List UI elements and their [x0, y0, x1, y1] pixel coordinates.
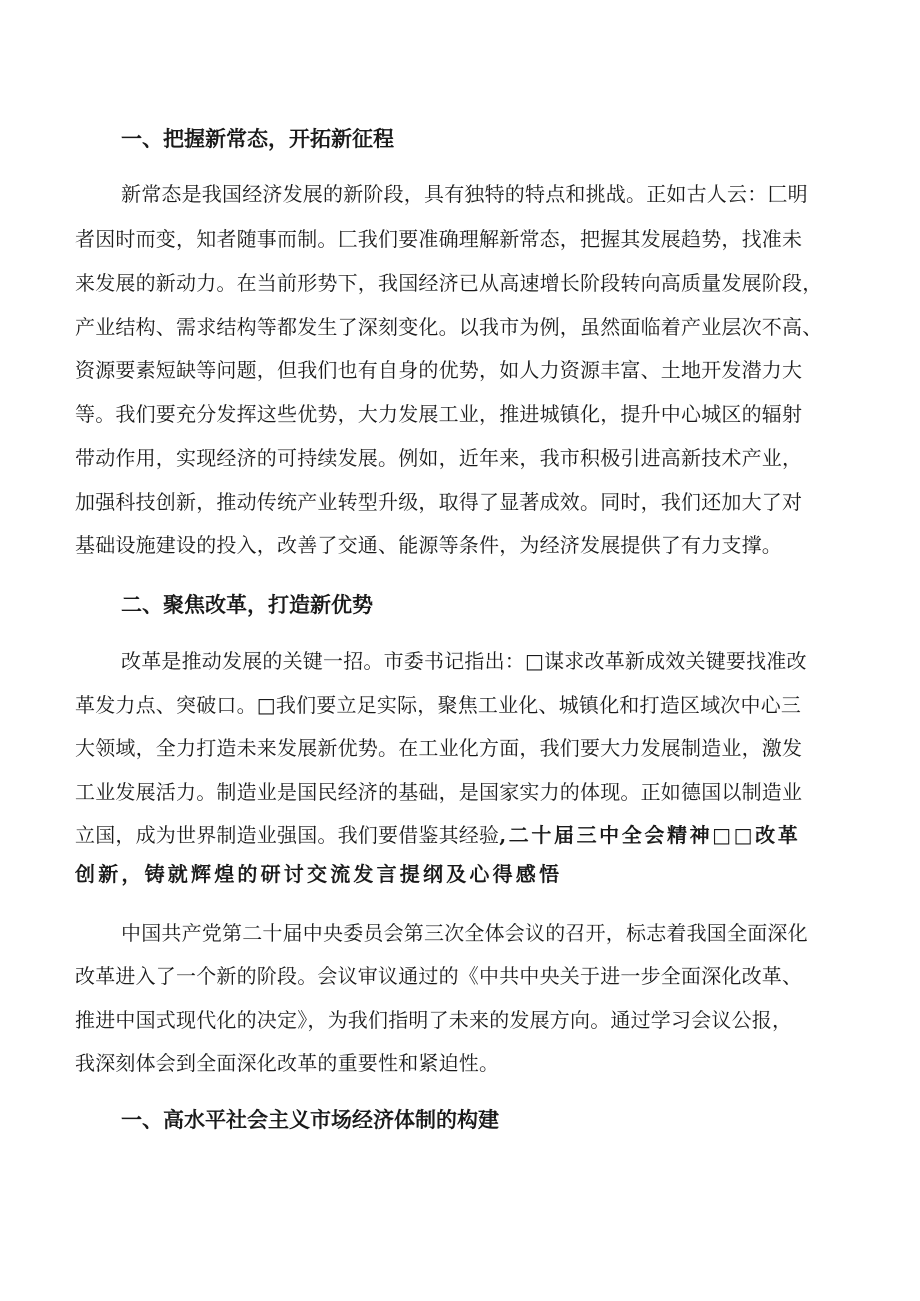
paragraph-line: 加强科技创新，推动传统产业转型升级，取得了显著成效。同时，我们还加大了对 — [75, 490, 803, 514]
title-line: 创新，铸就辉煌的研讨交流发言提纲及心得感悟 — [75, 862, 563, 886]
paragraph-line: 者因时而变，知者随事而制。匚我们要准确理解新常态，把握其发展趋势，找准未 — [75, 227, 803, 251]
paragraph-line: 新常态是我国经济发展的新阶段，具有独特的特点和挑战。正如古人云：匚明 — [121, 182, 808, 206]
paragraph-line: 我深刻体会到全面深化改革的重要性和紧迫性。 — [75, 1051, 500, 1075]
paragraph-line: 工业发展活力。制造业是国民经济的基础，是国家实力的体现。正如德国以制造业 — [75, 780, 803, 804]
section-heading-3: 一、高水平社会主义市场经济体制的构建 — [121, 1108, 499, 1132]
section-heading-2: 二、聚焦改革，打造新优势 — [121, 593, 373, 617]
paragraph-line: 革发力点、突破口。□我们要立足实际，聚焦工业化、城镇化和打造区域次中心三 — [75, 693, 802, 717]
section-heading-1: 一、把握新常态，开拓新征程 — [121, 127, 394, 151]
title-fragment: ,二十届三中全会精神□□改革 — [499, 823, 801, 847]
paragraph-line: 改革进入了一个新的阶段。会议审议通过的《中共中央关于进一步全面深化改革、 — [75, 964, 803, 988]
paragraph-line: 中国共产党第二十届中央委员会第三次全体会议的召开，标志着我国全面深化 — [121, 921, 808, 945]
paragraph-line: 资源要素短缺等问题，但我们也有自身的优势，如人力资源丰富、土地开发潜力大 — [75, 358, 803, 382]
paragraph-line-mixed — [75, 821, 865, 849]
paragraph-line: 带动作用，实现经济的可持续发展。例如，近年来，我市积极引进高新技术产业， — [75, 446, 803, 470]
paragraph-line: 改革是推动发展的关键一招。市委书记指出：□谋求改革新成效关键要找准改 — [121, 649, 807, 673]
paragraph-line: 基础设施建设的投入，改善了交通、能源等条件，为经济发展提供了有力支撑。 — [75, 533, 782, 557]
paragraph-line: 来发展的新动力。在当前形势下，我国经济已从高速增长阶段转向高质量发展阶段， — [75, 271, 823, 295]
paragraph-text: 立国，成为世界制造业强国。我们要借鉴其经验 — [75, 823, 500, 847]
paragraph-line: 等。我们要充分发挥这些优势，大力发展工业，推进城镇化，提升中心城区的辐射 — [75, 402, 803, 426]
paragraph-line: 产业结构、需求结构等都发生了深刻变化。以我市为例，虽然面临着产业层次不高、 — [75, 315, 823, 339]
paragraph-line: 推进中国式现代化的决定》，为我们指明了未来的发展方向。通过学习会议公报， — [75, 1008, 793, 1032]
paragraph-line: 大领域，全力打造未来发展新优势。在工业化方面，我们要大力发展制造业，激发 — [75, 736, 803, 760]
